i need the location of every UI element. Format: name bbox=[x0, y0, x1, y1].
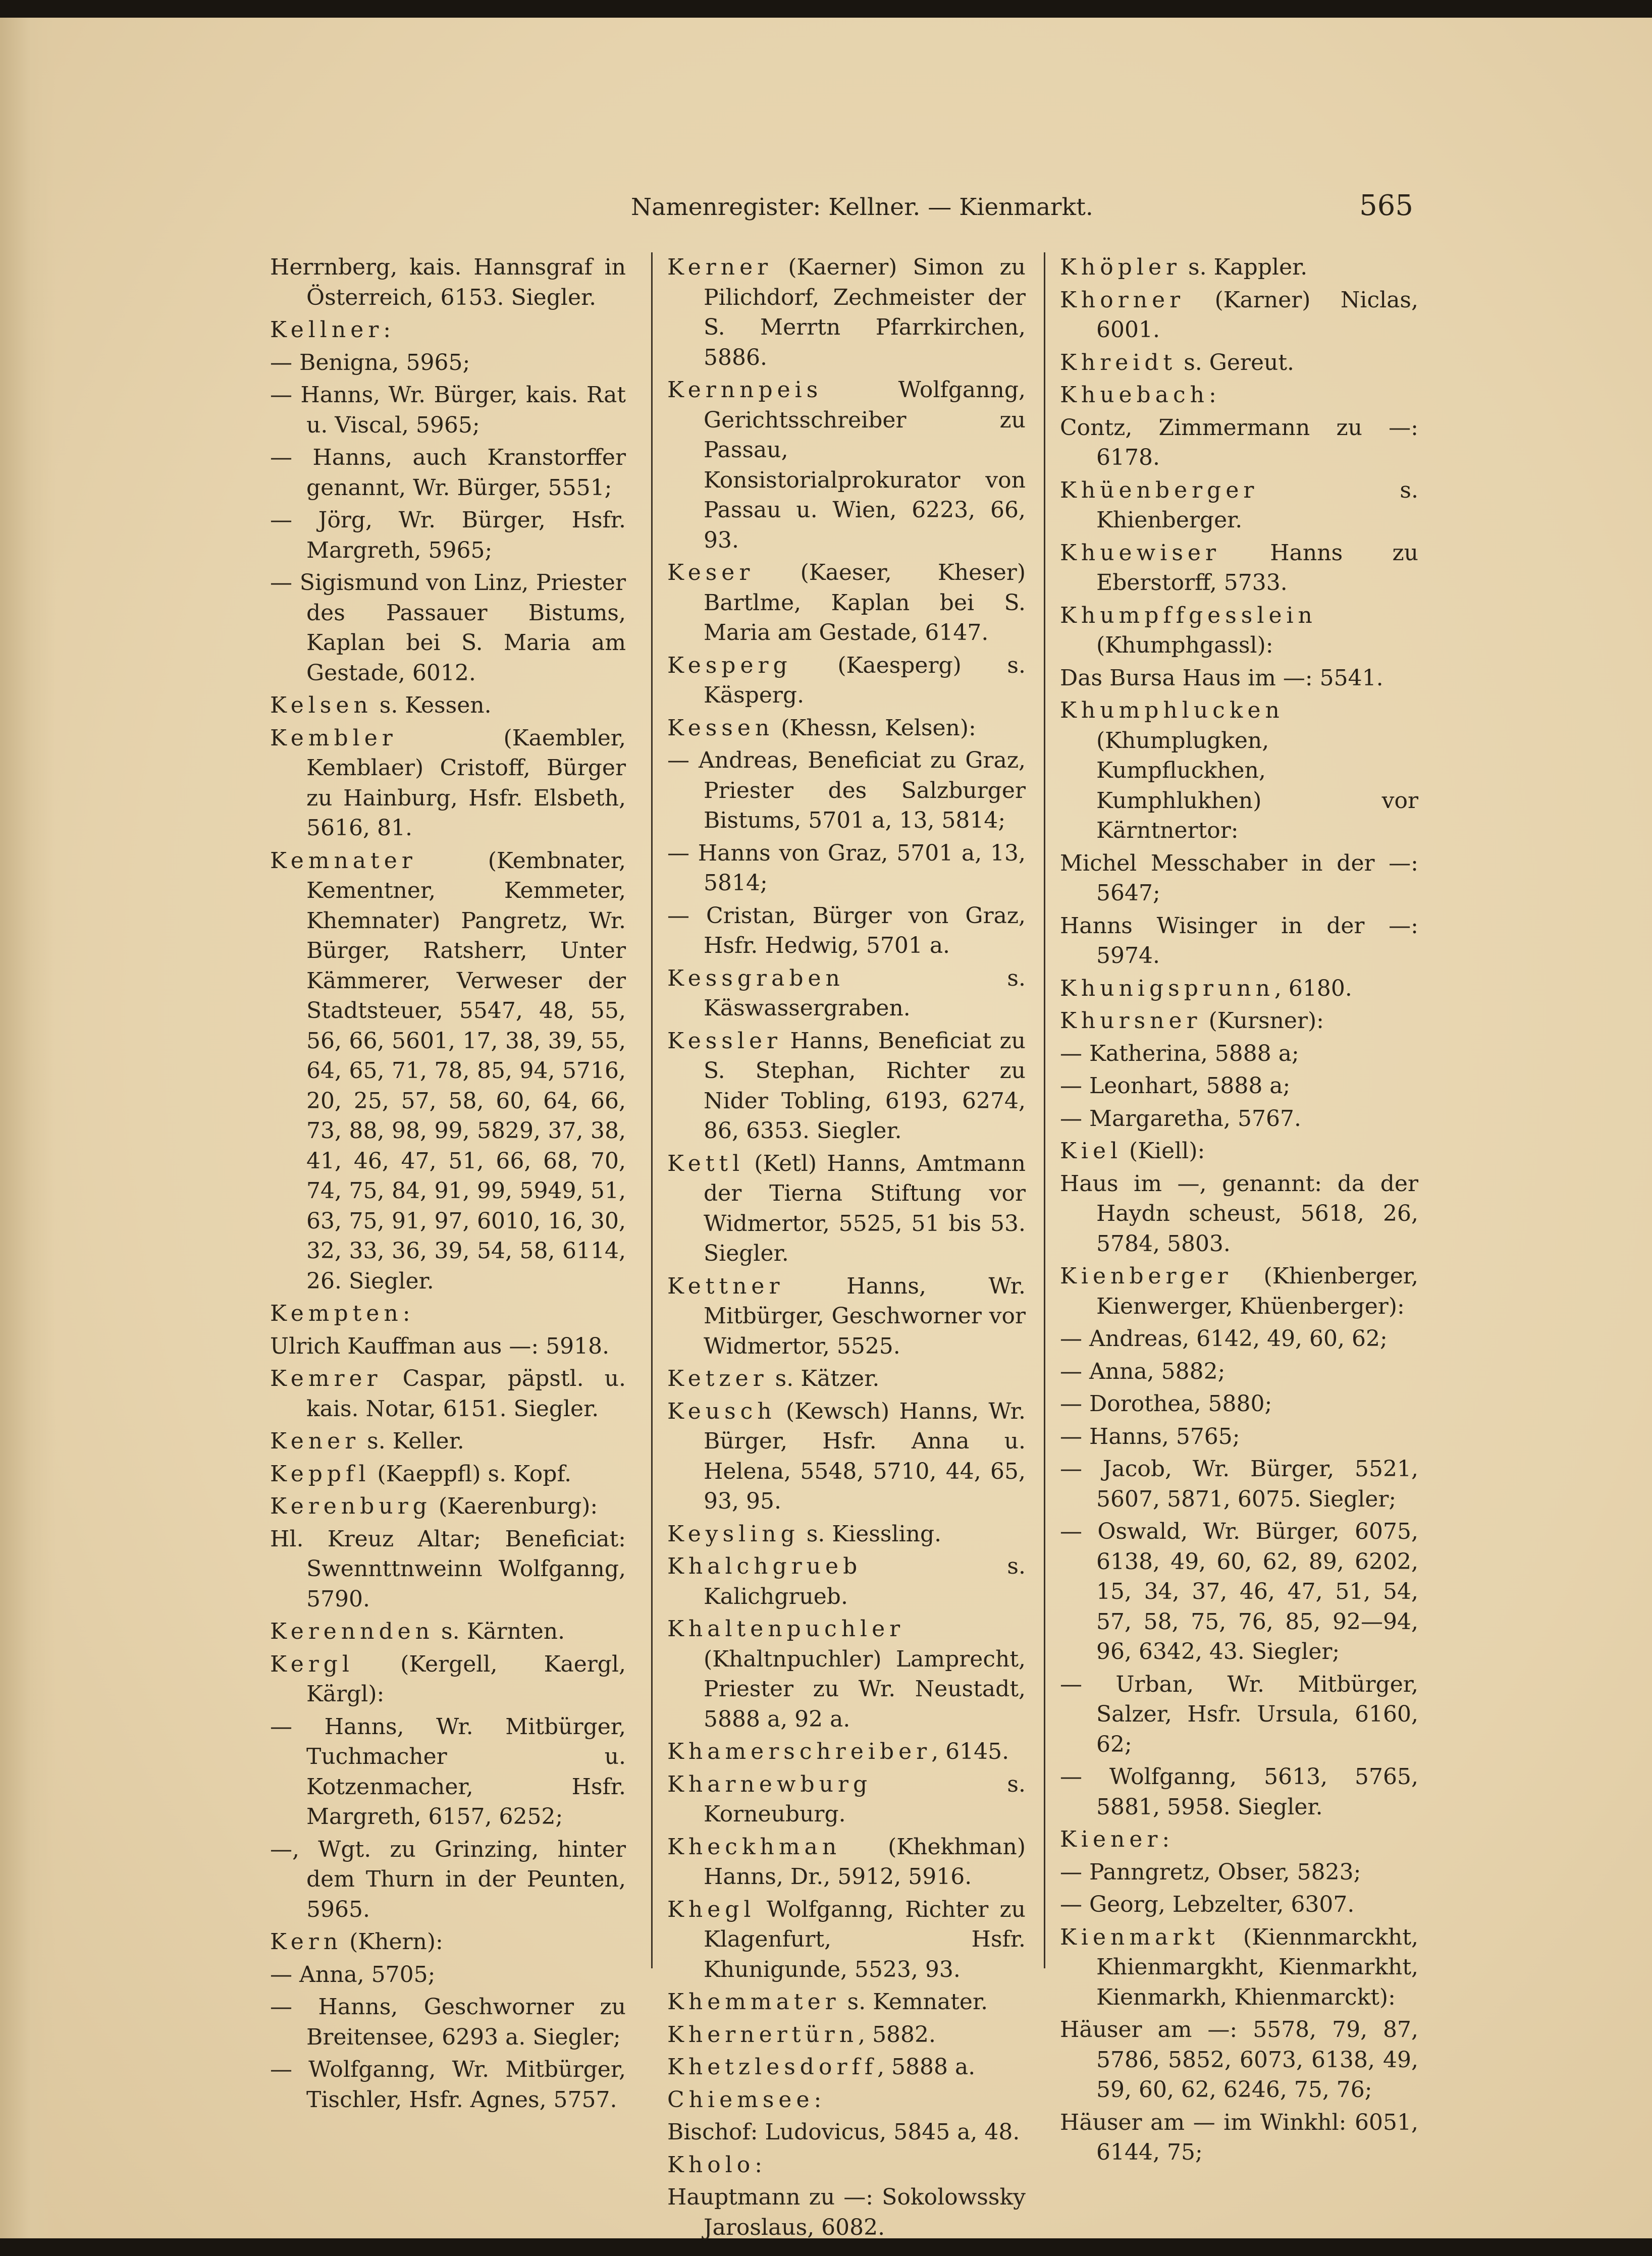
index-entry bbox=[667, 2117, 1026, 2147]
entry-text: s. Kätzer. bbox=[768, 1366, 880, 1391]
index-entry bbox=[270, 1364, 626, 1424]
index-entry bbox=[1060, 848, 1418, 908]
entry-text: — Cristan, Bürger von Graz, Hsfr. Hedwig, 5701 a. bbox=[667, 902, 1026, 958]
entry-headword: Khernertürn bbox=[667, 2021, 859, 2048]
entry-headword: Khöpler bbox=[1060, 254, 1182, 280]
entry-text: s. Kessen. bbox=[372, 692, 492, 718]
entry-text: Ulrich Kauffman aus —: 5918. bbox=[270, 1333, 610, 1359]
entry-text: : bbox=[383, 317, 391, 343]
entry-text: Herrnberg, kais. Hannsgraf in Österreich, 6153. Siegler. bbox=[270, 254, 626, 310]
index-entry bbox=[270, 2055, 626, 2115]
entry-headword: Keusch bbox=[667, 1398, 776, 1424]
index-entry bbox=[270, 505, 626, 565]
entry-headword: Khaltenpuchler bbox=[667, 1616, 905, 1642]
index-entry bbox=[1060, 348, 1418, 378]
index-entry bbox=[270, 1649, 626, 1709]
index-entry bbox=[270, 443, 626, 503]
index-entry bbox=[270, 380, 626, 440]
entry-headword: Kerner bbox=[667, 254, 773, 280]
index-entry bbox=[667, 901, 1026, 961]
entry-headword: Kharnewburg bbox=[667, 1771, 872, 1797]
entry-headword: Khorner bbox=[1060, 287, 1185, 313]
entry-headword: Kiener bbox=[1060, 1827, 1162, 1852]
entry-text: Hanns Wisinger in der —: 5974. bbox=[1060, 912, 1418, 969]
entry-text: (Kaembler, Kemblaer) Cristoff, Bürger zu Hainburg, Hsfr. Elsbeth, 5616, 81. bbox=[306, 725, 626, 841]
entry-text: Wolfganng, Gerichtsschreiber zu Passau, Konsistorialprokurator von Passau u. Wien, 6223, 66, 93. bbox=[704, 377, 1026, 553]
entry-headword: Kienberger bbox=[1060, 1263, 1233, 1289]
entry-headword: Kiel bbox=[1060, 1138, 1123, 1164]
entry-headword: Keppfl bbox=[270, 1461, 370, 1487]
entry-headword: Kheckhman bbox=[667, 1834, 841, 1860]
entry-text: (Karner) Niclas, 6001. bbox=[1096, 287, 1418, 343]
index-entry bbox=[667, 651, 1026, 711]
entry-text: (Khern): bbox=[342, 1929, 443, 1955]
index-entry bbox=[667, 2182, 1026, 2242]
index-entry bbox=[667, 1614, 1026, 1734]
entry-text: (Kaeppfl) s. Kopf. bbox=[370, 1461, 572, 1487]
index-entry bbox=[667, 1364, 1026, 1394]
index-entry bbox=[1060, 1071, 1418, 1101]
index-entry bbox=[270, 1299, 626, 1329]
index-entry bbox=[270, 1426, 626, 1457]
entry-text: — Hanns, 5765; bbox=[1060, 1423, 1240, 1449]
entry-text: Das Bursa Haus im —: 5541. bbox=[1060, 665, 1383, 691]
index-entry bbox=[270, 1992, 626, 2052]
column-rule-left bbox=[651, 252, 653, 1968]
entry-text: (Kiennmarckht, Khienmargkht, Kienmarkht, Kienmarkh, Khienmarckt): bbox=[1096, 1924, 1418, 2010]
entry-headword: Khunigsprunn bbox=[1060, 975, 1274, 1001]
entry-headword: Khumphlucken bbox=[1060, 697, 1284, 723]
index-entry bbox=[1060, 1890, 1418, 1920]
index-column-1 bbox=[270, 252, 626, 2113]
entry-text: Bischof: Ludovicus, 5845 a, 48. bbox=[667, 2119, 1020, 2145]
entry-text: , 5888 a. bbox=[877, 2054, 976, 2080]
entry-headword: Kembler bbox=[270, 725, 397, 751]
entry-text: — Andreas, Beneficiat zu Graz, Priester des Salzburger Bistums, 5701 a, 13, 5814; bbox=[667, 747, 1026, 833]
entry-text: (Khessn, Kelsen): bbox=[774, 715, 976, 741]
entry-headword: Kernnpeis bbox=[667, 377, 823, 403]
entry-text: — Oswald, Wr. Bürger, 6075, 6138, 49, 60, 62, 89, 6202, 15, 34, 37, 46, 47, 51, 54, 57, 58, 75, 76, 85, 92—94, 96, 6342, 43. Siegler; bbox=[1060, 1519, 1418, 1664]
entry-headword: Chiemsee bbox=[667, 2086, 814, 2113]
page-header bbox=[631, 179, 1413, 225]
entry-text: (Kembnater, Kementner, Kemmeter, Khemnater) Pangretz, Wr. Bürger, Ratsherr, Unter Kämmerer, Verweser der Stadtsteuer, 5547, 48, 55, 56, 66, 5601, 17, 38, 39, 55, 64, 65, 71, 78, 85, 94, 5716, 20, 25, 57, 58, 60, 64, 66, 73, 88, 98, 99, 5829, 37, 38, 41, 46, 47, 51, 66, 68, 70, 74, 75, 84, 91, 99, 5949, 51, 63, 75, 91, 97, 6010, 16, 30, 32, 33, 36, 39, 54, 58, 6114, 26. Siegler. bbox=[306, 847, 626, 1294]
entry-text: — Anna, 5705; bbox=[270, 1961, 436, 1988]
index-entry bbox=[1060, 380, 1418, 410]
entry-text: s. Korneuburg. bbox=[704, 1771, 1026, 1827]
index-entry bbox=[1060, 1261, 1418, 1321]
index-entry bbox=[667, 745, 1026, 836]
entry-text: , 6180. bbox=[1274, 975, 1352, 1001]
entry-headword: Khegl bbox=[667, 1896, 756, 1922]
entry-text: Haus im —, genannt: da der Haydn scheust, 5618, 26, 5784, 5803. bbox=[1060, 1170, 1418, 1257]
entry-headword: Khalchgrueb bbox=[667, 1553, 862, 1579]
index-entry bbox=[270, 1459, 626, 1489]
index-entry bbox=[667, 1519, 1026, 1549]
index-entry bbox=[667, 963, 1026, 1024]
index-entry bbox=[667, 713, 1026, 743]
index-entry bbox=[270, 1331, 626, 1362]
entry-headword: Kessgraben bbox=[667, 965, 844, 991]
index-entry bbox=[1060, 1104, 1418, 1134]
entry-text: : bbox=[402, 1301, 410, 1326]
entry-text: s. Keller. bbox=[360, 1428, 464, 1454]
entry-headword: Kessen bbox=[667, 715, 774, 741]
index-entry bbox=[1060, 285, 1418, 345]
entry-text: Hanns, Wr. Mitbürger, Geschworner vor Widmertor, 5525. bbox=[704, 1273, 1026, 1359]
index-entry bbox=[270, 1712, 626, 1832]
index-entry bbox=[1060, 1857, 1418, 1888]
index-entry bbox=[1060, 695, 1418, 846]
index-entry bbox=[667, 375, 1026, 555]
entry-headword: Keser bbox=[667, 560, 755, 585]
entry-text: (Kaeser, Kheser) Bartlme, Kaplan bei S. Maria am Gestade, 6147. bbox=[704, 560, 1026, 646]
entry-headword: Kettl bbox=[667, 1150, 744, 1176]
entry-headword: Kellner bbox=[270, 317, 384, 343]
index-entry bbox=[1060, 252, 1418, 283]
entry-headword: Kern bbox=[270, 1929, 343, 1955]
index-entry bbox=[1060, 1389, 1418, 1419]
index-column-3 bbox=[1060, 252, 1418, 2165]
index-entry bbox=[270, 1524, 626, 1615]
entry-headword: Kholo bbox=[667, 2152, 755, 2178]
entry-text: (Khumphgassl): bbox=[1096, 632, 1273, 658]
index-entry bbox=[667, 1026, 1026, 1146]
entry-headword: Kessler bbox=[667, 1028, 782, 1054]
entry-headword: Khuewiser bbox=[1060, 540, 1220, 566]
entry-text: — Andreas, 6142, 49, 60, 62; bbox=[1060, 1326, 1388, 1352]
index-entry bbox=[667, 252, 1026, 372]
entry-text: Hauptmann zu —: Sokolowssky Jaroslaus, 6082. bbox=[667, 2184, 1026, 2240]
entry-text: Wolfganng, Richter zu Klagenfurt, Hsfr. Khunigunde, 5523, 93. bbox=[704, 1896, 1026, 1982]
index-entry bbox=[1060, 475, 1418, 535]
entry-text: Hanns zu Eberstorff, 5733. bbox=[1096, 540, 1418, 596]
index-entry bbox=[667, 2150, 1026, 2180]
entry-text: , 6145. bbox=[931, 1739, 1009, 1764]
entry-text: (Khekhman) Hanns, Dr., 5912, 5916. bbox=[704, 1834, 1026, 1890]
index-entry bbox=[270, 252, 626, 312]
entry-headword: Kemnater bbox=[270, 847, 417, 874]
entry-headword: Khreidt bbox=[1060, 349, 1177, 375]
entry-text: Contz, Zimmermann zu —: 6178. bbox=[1060, 414, 1418, 470]
entry-headword: Ketzer bbox=[667, 1366, 768, 1391]
index-entry bbox=[1060, 1006, 1418, 1036]
entry-text: (Khumplugken, Kumpfluckhen, Kumphlukhen) vor Kärntnertor: bbox=[1096, 727, 1418, 843]
entry-text: Häuser am — im Winkhl: 6051, 6144, 75; bbox=[1060, 2109, 1418, 2165]
entry-text: — Panngretz, Obser, 5823; bbox=[1060, 1859, 1361, 1885]
entry-headword: Keysling bbox=[667, 1521, 800, 1547]
entry-headword: Kesperg bbox=[667, 652, 792, 678]
entry-headword: Khemmater bbox=[667, 1989, 840, 2015]
entry-text: — Georg, Lebzelter, 6307. bbox=[1060, 1892, 1355, 1917]
entry-text: Michel Messchaber in der —: 5647; bbox=[1060, 850, 1418, 906]
entry-text: Caspar, päpstl. u. kais. Notar, 6151. Siegler. bbox=[306, 1366, 626, 1422]
index-entry bbox=[270, 1617, 626, 1647]
index-entry bbox=[667, 1769, 1026, 1830]
index-entry bbox=[1060, 413, 1418, 473]
entry-text: Häuser am —: 5578, 79, 87, 5786, 5852, 6073, 6138, 49, 59, 60, 62, 6246, 75, 76; bbox=[1060, 2017, 1418, 2103]
entry-text: (Kaerenburg): bbox=[431, 1493, 598, 1519]
index-entry bbox=[1060, 663, 1418, 693]
entry-headword: Khüenberger bbox=[1060, 477, 1259, 503]
page-number: 565 bbox=[1359, 189, 1413, 222]
entry-text: s. Kemnater. bbox=[840, 1989, 988, 2015]
entry-text: : bbox=[1162, 1827, 1170, 1852]
entry-text: — Jacob, Wr. Bürger, 5521, 5607, 5871, 6075. Siegler; bbox=[1060, 1456, 1418, 1512]
entry-text: — Anna, 5882; bbox=[1060, 1358, 1225, 1384]
index-entry bbox=[1060, 1136, 1418, 1166]
index-entry bbox=[1060, 1357, 1418, 1387]
index-entry bbox=[270, 1927, 626, 1957]
index-entry bbox=[667, 1832, 1026, 1892]
index-entry bbox=[1060, 1454, 1418, 1514]
index-entry bbox=[1060, 1039, 1418, 1069]
entry-text: : bbox=[755, 2152, 763, 2178]
entry-text: — Sigismund von Linz, Priester des Passauer Bistums, Kaplan bei S. Maria am Gestade, 6012. bbox=[270, 570, 626, 686]
index-entry bbox=[667, 1987, 1026, 2017]
entry-headword: Khamerschreiber bbox=[667, 1739, 932, 1764]
entry-headword: Khumpffgesslein bbox=[1060, 602, 1317, 628]
index-entry bbox=[667, 2085, 1026, 2115]
entry-text: s. Kärnten. bbox=[434, 1619, 565, 1644]
entry-text: Hl. Kreuz Altar; Beneficiat: Swennttnweinn Wolfganng, 5790. bbox=[270, 1526, 626, 1612]
entry-text: — Wolfganng, Wr. Mitbürger, Tischler, Hsfr. Agnes, 5757. bbox=[270, 2057, 626, 2113]
entry-headword: Kener bbox=[270, 1428, 360, 1454]
index-entry bbox=[1060, 1762, 1418, 1822]
entry-text: s. Käswassergraben. bbox=[704, 965, 1026, 1021]
index-entry bbox=[270, 1835, 626, 1925]
entry-text: Hanns, Beneficiat zu S. Stephan, Richter zu Nider Tobling, 6193, 6274, 86, 6353. Siegler. bbox=[704, 1028, 1026, 1144]
index-entry bbox=[1060, 1517, 1418, 1667]
index-entry bbox=[1060, 601, 1418, 661]
index-entry bbox=[1060, 538, 1418, 598]
entry-headword: Kerenburg bbox=[270, 1493, 432, 1519]
entry-text: (Kursner): bbox=[1201, 1008, 1324, 1034]
entry-headword: Kelsen bbox=[270, 692, 372, 718]
entry-text: — Dorothea, 5880; bbox=[1060, 1391, 1272, 1417]
entry-text: (Ketl) Hanns, Amtmann der Tierna Stiftung vor Widmertor, 5525, 51 bis 53. Siegler. bbox=[704, 1150, 1026, 1266]
entry-text: (Kaesperg) s. Käsperg. bbox=[704, 652, 1026, 708]
index-entry bbox=[270, 723, 626, 843]
page-gutter-shadow bbox=[0, 18, 56, 2238]
index-entry bbox=[270, 690, 626, 721]
index-entry bbox=[1060, 1422, 1418, 1452]
entry-text: s. Kiessling. bbox=[799, 1521, 942, 1547]
entry-headword: Khetzlesdorff bbox=[667, 2054, 878, 2080]
entry-text: (Kergell, Kaergl, Kärgl): bbox=[306, 1651, 626, 1707]
entry-text: : bbox=[814, 2086, 822, 2113]
entry-text: — Hanns, Wr. Mitbürger, Tuchmacher u. Kotzenmacher, Hsfr. Margreth, 6157, 6252; bbox=[270, 1713, 626, 1830]
entry-text: — Leonhart, 5888 a; bbox=[1060, 1073, 1291, 1099]
index-entry bbox=[270, 846, 626, 1297]
entry-text: — Wolfganng, 5613, 5765, 5881, 5958. Siegler. bbox=[1060, 1764, 1418, 1820]
index-entry bbox=[667, 1149, 1026, 1269]
index-entry bbox=[1060, 2015, 1418, 2105]
entry-headword: Kerennden bbox=[270, 1619, 435, 1644]
entry-headword: Kempten bbox=[270, 1301, 403, 1326]
entry-text: s. Gereut. bbox=[1177, 349, 1295, 375]
index-entry bbox=[667, 2020, 1026, 2050]
running-title: Namenregister: Kellner. — Kienmarkt. bbox=[631, 193, 1093, 221]
entry-text: — Hanns, auch Kranstorffer genannt, Wr. Bürger, 5551; bbox=[270, 445, 626, 501]
index-entry bbox=[667, 1551, 1026, 1612]
index-entry bbox=[1060, 1922, 1418, 2013]
index-entry bbox=[1060, 2108, 1418, 2168]
entry-text: — Jörg, Wr. Bürger, Hsfr. Margreth, 5965; bbox=[270, 507, 626, 563]
index-entry bbox=[1060, 1169, 1418, 1259]
index-entry bbox=[667, 2052, 1026, 2082]
entry-headword: Khursner bbox=[1060, 1008, 1202, 1034]
entry-text: — Hanns von Graz, 5701 a, 13, 5814; bbox=[667, 840, 1026, 896]
entry-text: s. Khienberger. bbox=[1096, 477, 1418, 533]
entry-text: — Hanns, Wr. Bürger, kais. Rat u. Viscal, 5965; bbox=[270, 382, 626, 438]
index-entry bbox=[1060, 1324, 1418, 1354]
index-entry bbox=[1060, 1824, 1418, 1855]
index-entry bbox=[270, 315, 626, 345]
entry-text: — Margaretha, 5767. bbox=[1060, 1105, 1301, 1132]
index-entry bbox=[270, 568, 626, 688]
index-entry bbox=[667, 838, 1026, 898]
index-entry bbox=[667, 1737, 1026, 1767]
entry-text: —, Wgt. zu Grinzing, hinter dem Thurn in der Peunten, 5965. bbox=[270, 1836, 626, 1922]
entry-text: (Kaerner) Simon zu Pilichdorf, Zechmeister der S. Merrtn Pfarrkirchen, 5886. bbox=[704, 254, 1026, 370]
entry-text: , 5882. bbox=[858, 2021, 936, 2048]
entry-text: s. Kalichgrueb. bbox=[704, 1553, 1026, 1609]
index-entry bbox=[270, 348, 626, 378]
index-entry bbox=[1060, 974, 1418, 1004]
entry-text: s. Kappler. bbox=[1181, 254, 1308, 280]
index-entry bbox=[667, 1396, 1026, 1517]
entry-headword: Khuebach bbox=[1060, 382, 1209, 408]
index-entry bbox=[667, 1895, 1026, 1985]
index-entry bbox=[667, 1271, 1026, 1362]
entry-text: — Benigna, 5965; bbox=[270, 349, 470, 375]
index-column-2 bbox=[667, 252, 1026, 2240]
column-rule-right bbox=[1044, 252, 1045, 1968]
index-entry bbox=[1060, 911, 1418, 971]
index-entry bbox=[270, 1491, 626, 1522]
entry-text: : bbox=[1208, 382, 1216, 408]
index-entry bbox=[270, 1960, 626, 1990]
entry-text: — Urban, Wr. Mitbürger, Salzer, Hsfr. Ursula, 6160, 62; bbox=[1060, 1671, 1418, 1757]
entry-headword: Kienmarkt bbox=[1060, 1924, 1219, 1950]
entry-headword: Kemrer bbox=[270, 1366, 382, 1391]
entry-headword: Kettner bbox=[667, 1273, 784, 1299]
entry-text: (Khienberger, Kienwerger, Khüenberger): bbox=[1096, 1263, 1418, 1319]
index-entry bbox=[1060, 1670, 1418, 1760]
entry-headword: Kergl bbox=[270, 1651, 354, 1677]
entry-text: (Khaltnpuchler) Lamprecht, Priester zu Wr. Neustadt, 5888 a, 92 a. bbox=[704, 1646, 1026, 1732]
entry-text: (Kiell): bbox=[1122, 1138, 1205, 1164]
entry-text: (Kewsch) Hanns, Wr. Bürger, Hsfr. Anna u. Helena, 5548, 5710, 44, 65, 93, 95. bbox=[704, 1398, 1026, 1514]
entry-text: — Katherina, 5888 a; bbox=[1060, 1040, 1299, 1066]
entry-text: — Hanns, Geschworner zu Breitensee, 6293 a. Siegler; bbox=[270, 1994, 626, 2050]
index-entry bbox=[667, 558, 1026, 648]
